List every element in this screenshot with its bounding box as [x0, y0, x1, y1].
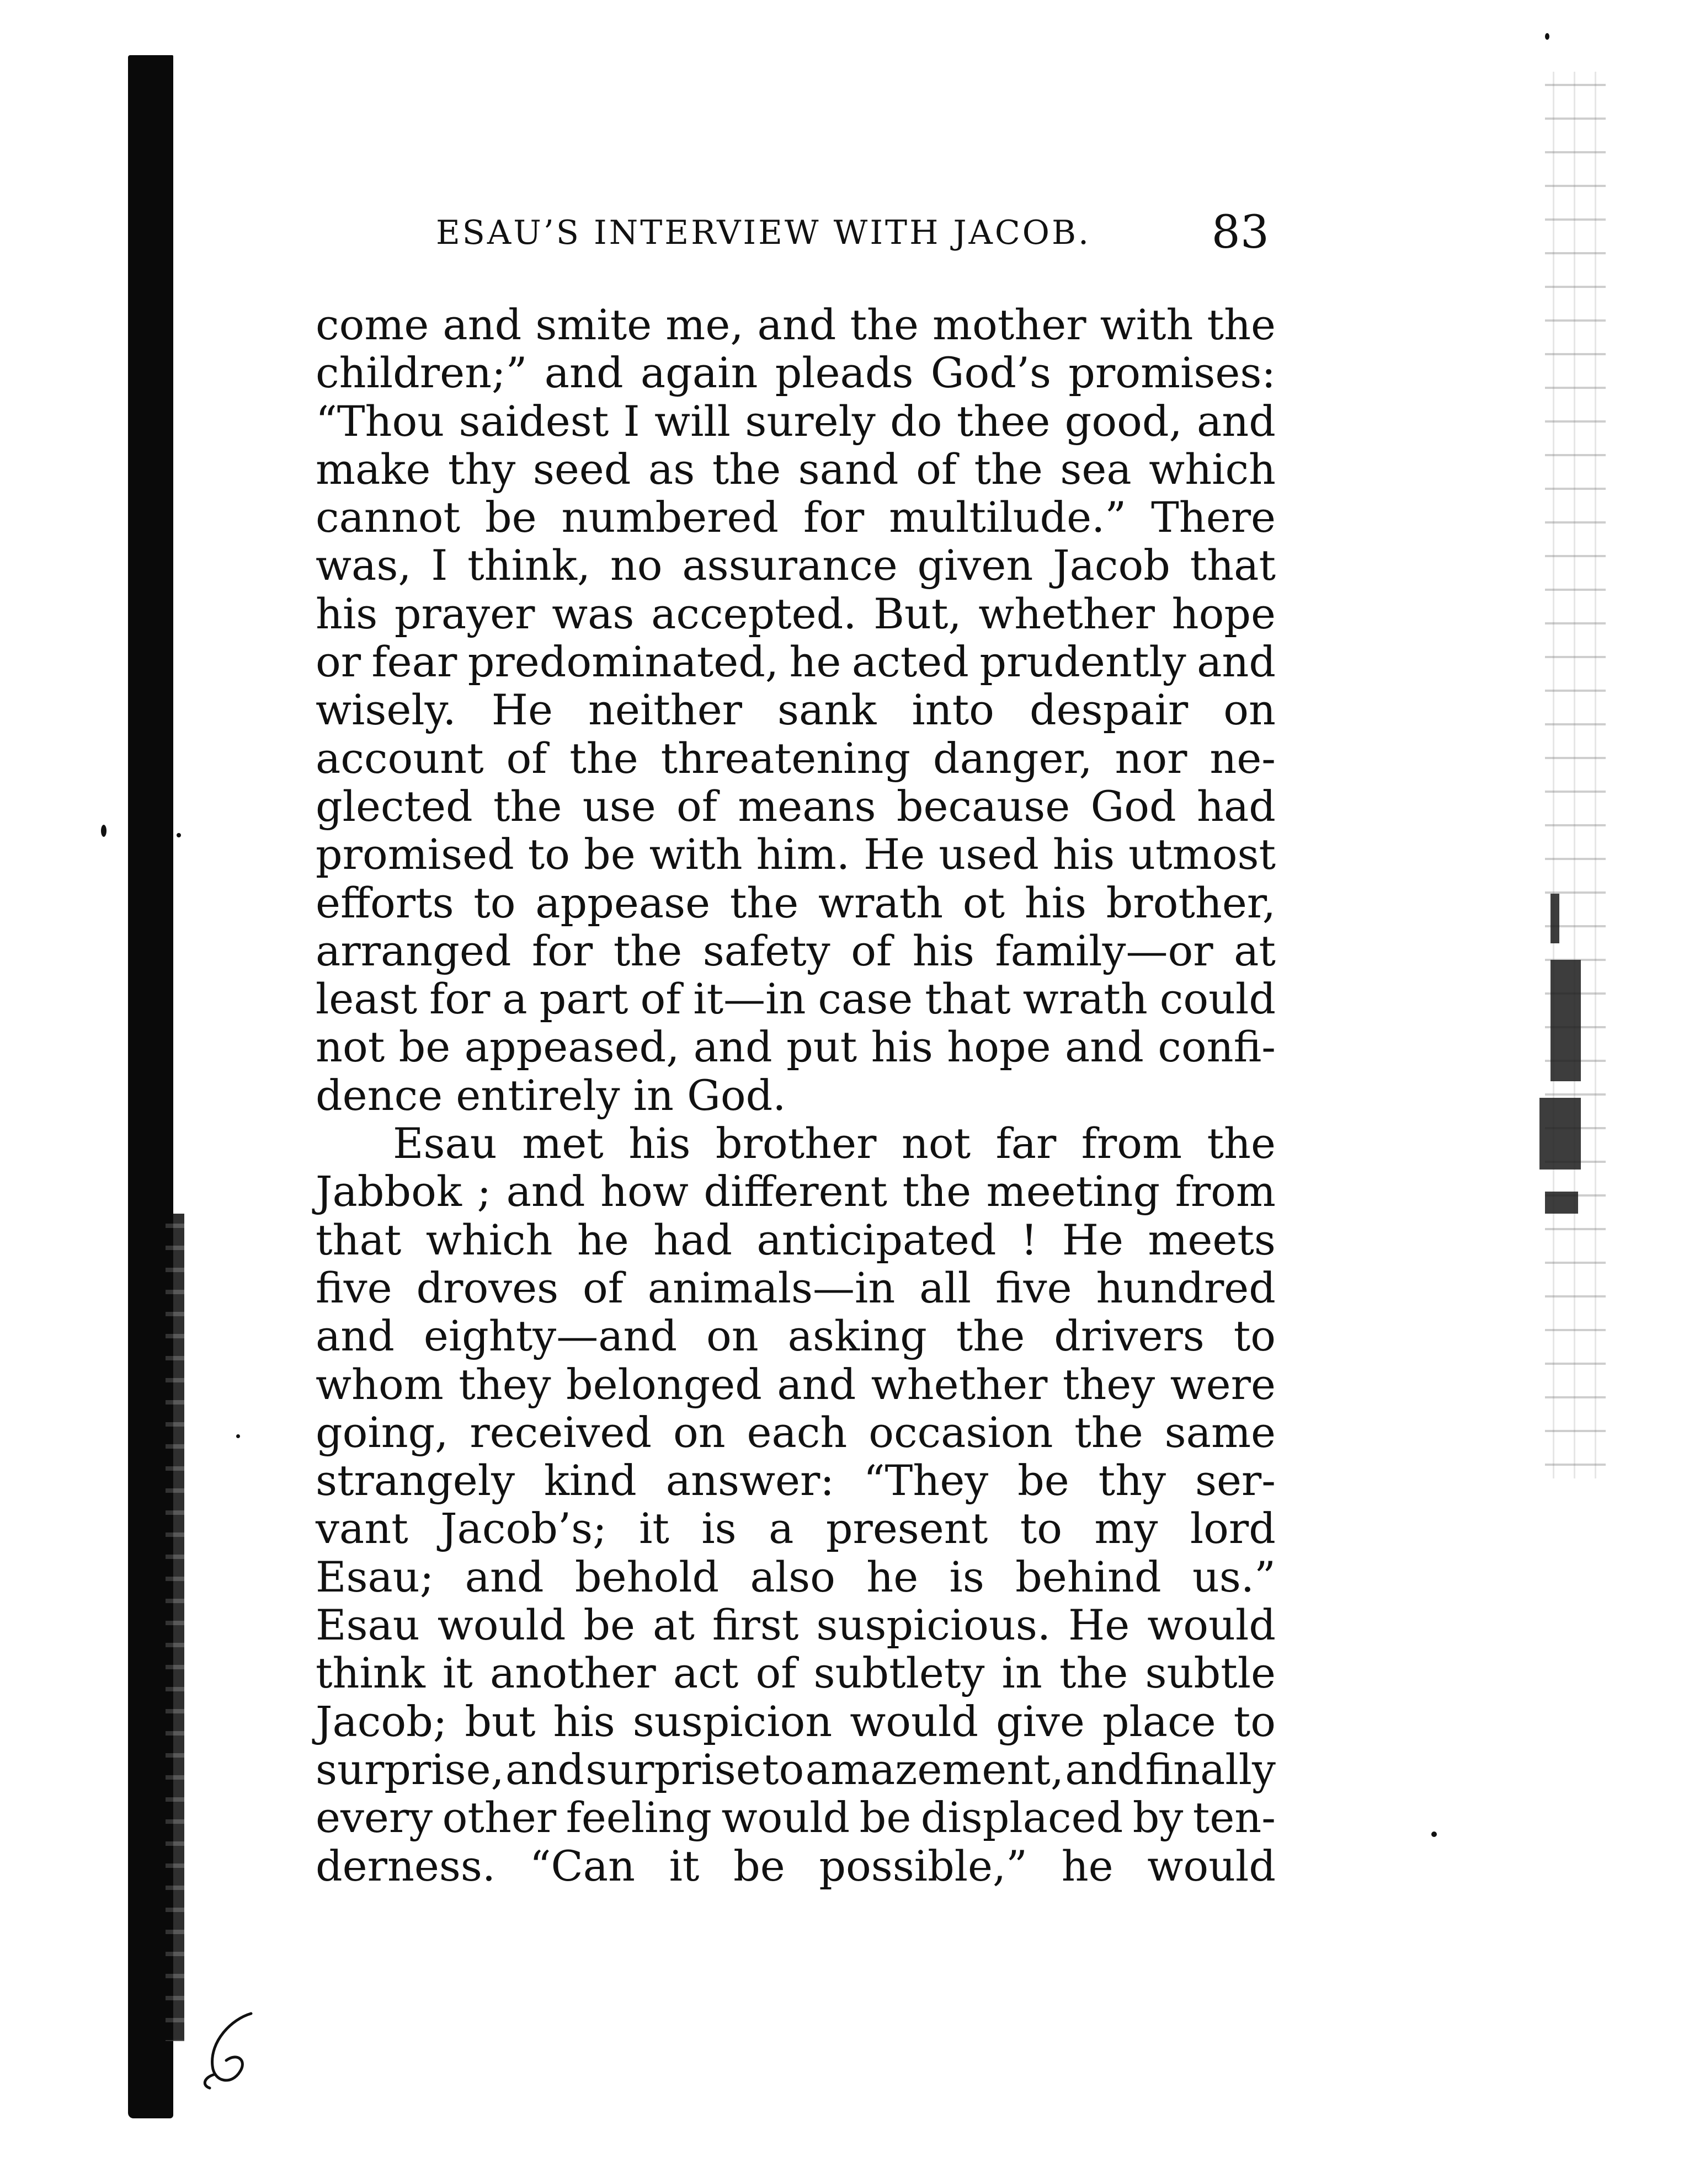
ink-speck — [101, 825, 106, 837]
text-line: Esau would be at first suspicious. He would — [316, 1600, 1276, 1650]
text-line: and eighty—and on asking the drivers to — [316, 1311, 1276, 1361]
text-line: arranged for the safety of his family—or at — [316, 926, 1276, 975]
text-line: whom they belonged and whether they were — [316, 1359, 1276, 1409]
text-line: that which he had anticipated ! He meets — [316, 1215, 1276, 1264]
text-line: vant Jacob’s; it is a present to my lord — [316, 1504, 1276, 1553]
handwritten-mark — [199, 2008, 265, 2091]
text-line: not be appeased, and put his hope and confi- — [316, 1022, 1276, 1072]
text-line: surprise, and surprise to amazement, and finally — [316, 1744, 1276, 1794]
text-line: account of the threatening danger, nor ne- — [316, 733, 1276, 783]
text-line: Jabbok ; and how different the meeting from — [316, 1167, 1276, 1216]
text-line: derness. “Can it be possible,” he would — [316, 1841, 1276, 1891]
ink-speck — [1431, 1831, 1437, 1837]
page-number: 83 — [1211, 206, 1269, 259]
edge-smudge — [1545, 1192, 1578, 1214]
text-line: promised to be with him. He used his utmost — [316, 830, 1276, 879]
text-line: efforts to appease the wrath ot his brother, — [316, 878, 1276, 927]
ink-speck — [236, 1434, 240, 1438]
edge-smudge — [1551, 894, 1559, 943]
text-line: or fear predominated, he acted prudently and — [316, 637, 1276, 687]
text-line: going, received on each occasion the same — [316, 1407, 1276, 1457]
gutter-shadow-edge — [166, 1214, 184, 2041]
page-edge-noise — [1545, 72, 1606, 1478]
text-line: cannot be numbered for multilude.” There — [316, 493, 1276, 542]
body-text — [316, 301, 1276, 1890]
text-line: Jacob; but his suspicion would give place to — [316, 1696, 1276, 1746]
text-line: was, I think, no assurance given Jacob that — [316, 541, 1276, 590]
text-line: dence entirely in God. — [316, 1070, 786, 1120]
text-line: Esau met his brother not far from the — [393, 1119, 1276, 1168]
text-line: glected the use of means because God had — [316, 781, 1276, 831]
text-line: least for a part of it—in case that wrath could — [316, 974, 1276, 1024]
text-line: strangely kind answer: “They be thy ser- — [316, 1456, 1276, 1505]
text-line: wisely. He neither sank into despair on — [316, 685, 1276, 735]
text-line: every other feeling would be displaced by ten- — [316, 1793, 1276, 1843]
edge-smudge — [1539, 1098, 1581, 1170]
edge-smudge — [1551, 960, 1581, 1081]
text-line: think it another act of subtlety in the subtle — [316, 1648, 1276, 1698]
text-line: children;” and again pleads God’s promises: — [316, 348, 1276, 398]
ink-speck — [1545, 33, 1549, 40]
text-line: five droves of animals—in all five hundred — [316, 1263, 1276, 1312]
text-line: come and smite me, and the mother with the — [316, 300, 1276, 349]
text-line: “Thou saidest I will surely do thee good, and — [316, 396, 1276, 446]
running-header — [436, 205, 1269, 260]
running-title: ESAU’S INTERVIEW WITH JACOB. — [436, 213, 1091, 252]
text-line: Esau; and behold also he is behind us.” — [316, 1552, 1276, 1601]
text-line: make thy seed as the sand of the sea which — [316, 444, 1276, 494]
text-line: his prayer was accepted. But, whether hope — [316, 589, 1276, 638]
ink-speck — [177, 833, 181, 837]
